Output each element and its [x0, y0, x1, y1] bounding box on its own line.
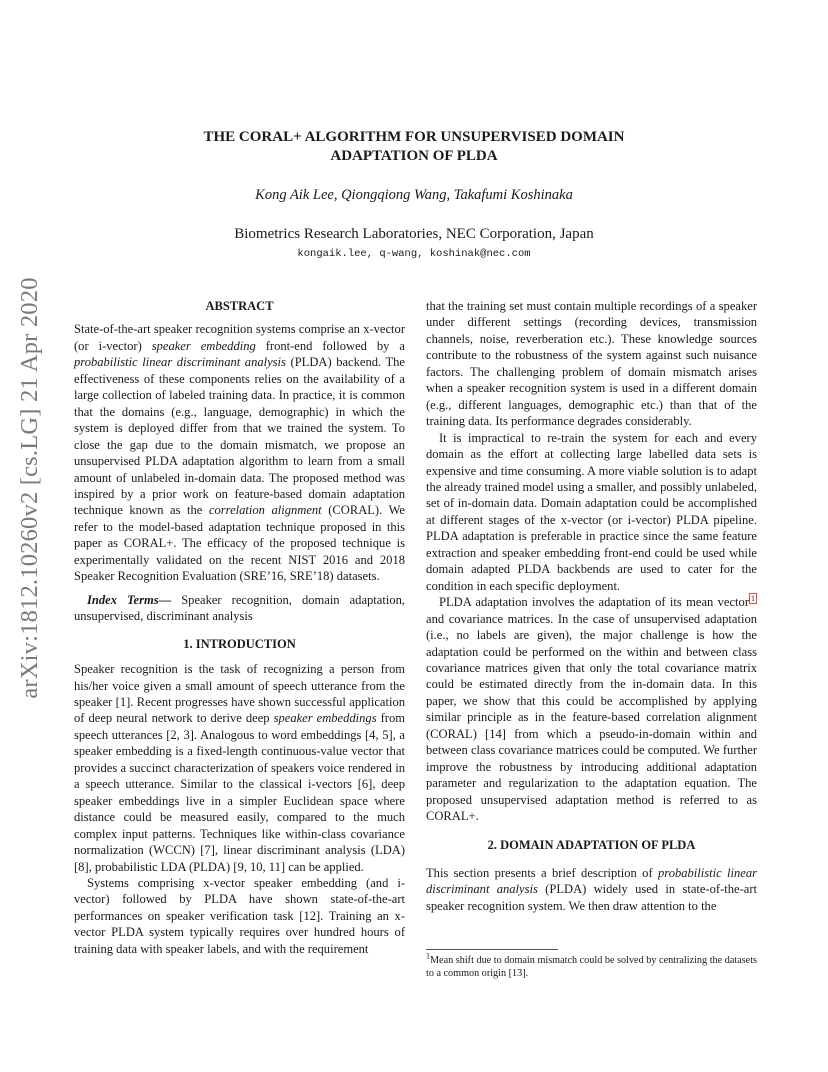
paper-title — [120, 128, 708, 166]
intro-paragraph-2: Systems comprising x-vector speaker embedding (and i-vector) followed by PLDA have shown state-of-the-art performances on speaker verification task [12]. Training an x-vector PLDA system typically requires over hundred hours of training data with speaker labels, and with the requirement — [74, 875, 405, 956]
index-terms-label: Index Terms— — [87, 592, 172, 607]
index-terms: Index Terms— Speaker recognition, domain adaptation, unsupervised, discriminant analysis — [74, 592, 405, 624]
citation-link[interactable]: [2, 3] — [166, 727, 194, 742]
citation-link[interactable]: [8] — [74, 859, 89, 874]
section-1-heading: 1. INTRODUCTION — [183, 636, 296, 651]
citation-link[interactable]: [4, 5] — [365, 727, 393, 742]
intro-paragraph-1: Speaker recognition is the task of recognizing a person from his/her voice given a small amount of speech utterance from the speaker [1]. Recent progresses have shown successful application of deep neural network to derive deep speaker embeddings from speech utterances [2, 3]. Analogous to word embeddings [4, 5], a speaker embedding is a fixed-length continuous-value vector that provides a succinct characterization of speakers voice rendered in a speech utterance. Similar to the classical i-vectors [6], deep speaker embeddings live in a simpler Euclidean space where distance could be measured easily, compared to the much complex input patterns. Techniques like within-class covariance normalization (WCCN) [7], linear discriminant analysis (LDA) [8], probabilistic LDA (PLDA) [9, 10, 11] can be applied. — [74, 662, 406, 874]
abstract-text: State-of-the-art speaker recognition systems comprise an x-vector (or i-vector) speaker embedding front-end followed by a probabilistic linear discriminant analysis (PLDA) backend. The effectiveness of these components relies on the availability of a large collection of labeled training data. In practice, it is common that the domains (e.g., language, demographic) in which the system is deployed differ from that we trained the system. To close the gap due to the domain mismatch, we propose an unsupervised PLDA adaptation algorithm to learn from a small amount of unlabeled in-domain data. The proposed method was inspired by a prior work on feature-based domain adaptation technique known as the correlation alignment (CORAL). We refer to the model-based adaptation technique proposed in this paper as CORAL+. The efficacy of the proposed technique is experimentally validated on the recent NIST 2016 and 2018 Speaker Recognition Evaluation (SRE’16, SRE’18) datasets. — [74, 322, 406, 584]
citation-link[interactable]: [12] — [299, 908, 321, 923]
arxiv-sidebar — [4, 277, 56, 699]
emails: kongaik.lee, q-wang, koshinak@nec.com — [297, 248, 531, 260]
footnote-link[interactable]: 1 — [751, 593, 755, 603]
citation-link[interactable]: [13] — [508, 968, 526, 979]
citation-link[interactable]: [7] — [200, 843, 215, 858]
title-line-2: ADAPTATION OF PLDA — [330, 148, 498, 164]
footnote-mark: 1 — [426, 951, 430, 961]
citation-link[interactable]: [9, 10, 11] — [233, 859, 286, 874]
arxiv-id: arXiv:1812.10260v2 [cs.LG] 21 Apr 2020 — [16, 277, 43, 699]
section-2-paragraph-1: This section presents a brief description of probabilistic linear discriminant analysis (PLDA) widely used in state-of-the-art speaker recognition system. We then draw attention to the — [426, 865, 758, 913]
citation-link[interactable]: [6] — [357, 777, 373, 792]
footnote: $^1$Mean shift due to domain mismatch could be solved by centralizing the datasets to a common origin [13]. — [426, 951, 757, 979]
authors: Kong Aik Lee, Qiongqiong Wang, Takafumi Koshinaka — [255, 187, 573, 203]
affiliation: Biometrics Research Laboratories, NEC Corporation, Japan — [234, 226, 594, 242]
right-paragraph-3: PLDA adaptation involves the adaptation of its mean vector $^1$ and covariance matrices. In the case of unsupervised adaptation (i.e., no labels are given), the major challenge is how the adaptation could be performed on the within and between class covariance matrices given that only the total covariance matrix could be estimated directly from the in-domain data. In this paper, we show that this could be accomplished by applying similar principle as in the feature-based correlation alignment (CORAL) [14] from which a pseudo-in-domain within and between class covariance matrices could be computed. We further improve the robustness by introducing additional adaptation parameter and regularization to the adaptation equation. The proposed unsupervised adaptation method is referred to as CORAL+. — [426, 593, 757, 824]
citation-link[interactable]: [1] — [115, 694, 131, 709]
left-column — [74, 298, 405, 957]
right-paragraph-2: It is impractical to re-train the system for each and every domain as the effort at collecting large labelled data sets is expensive and time consuming. A more viable solution is to adapt the already trained model using a smaller, and possibly unlabeled, set of in-domain data. Domain adaptation could be accomplished at different stages of the x-vector (or i-vector) PLDA pipeline. PLDA adaptation is preferable in practice since the same feature extraction and speaker embedding front-end could be used while domain adapted PLDA backbends are used to cater for the condition in each specific deployment. — [426, 430, 757, 593]
citation-link[interactable]: [14] — [485, 726, 506, 741]
abstract-heading: ABSTRACT — [205, 299, 274, 313]
right-column — [426, 298, 757, 914]
right-paragraph-1: that the training set must contain multiple recordings of a speaker under different settings (recording devices, transmission channels, noise, reverberation etc.). These knowledge sources contribute to the robustness of the system against such nuisance factors. The challenging problem of domain mismatch arises when a speaker recognition system is used in a different domain (e.g., different languages, demographic etc.) than that of the training data. Its performance degrades considerably. — [426, 299, 757, 429]
title-line-1: THE CORAL+ ALGORITHM FOR UNSUPERVISED DOMAIN — [203, 129, 625, 145]
section-2-heading: 2. DOMAIN ADAPTATION OF PLDA — [487, 837, 696, 852]
footnote-rule — [426, 949, 558, 950]
